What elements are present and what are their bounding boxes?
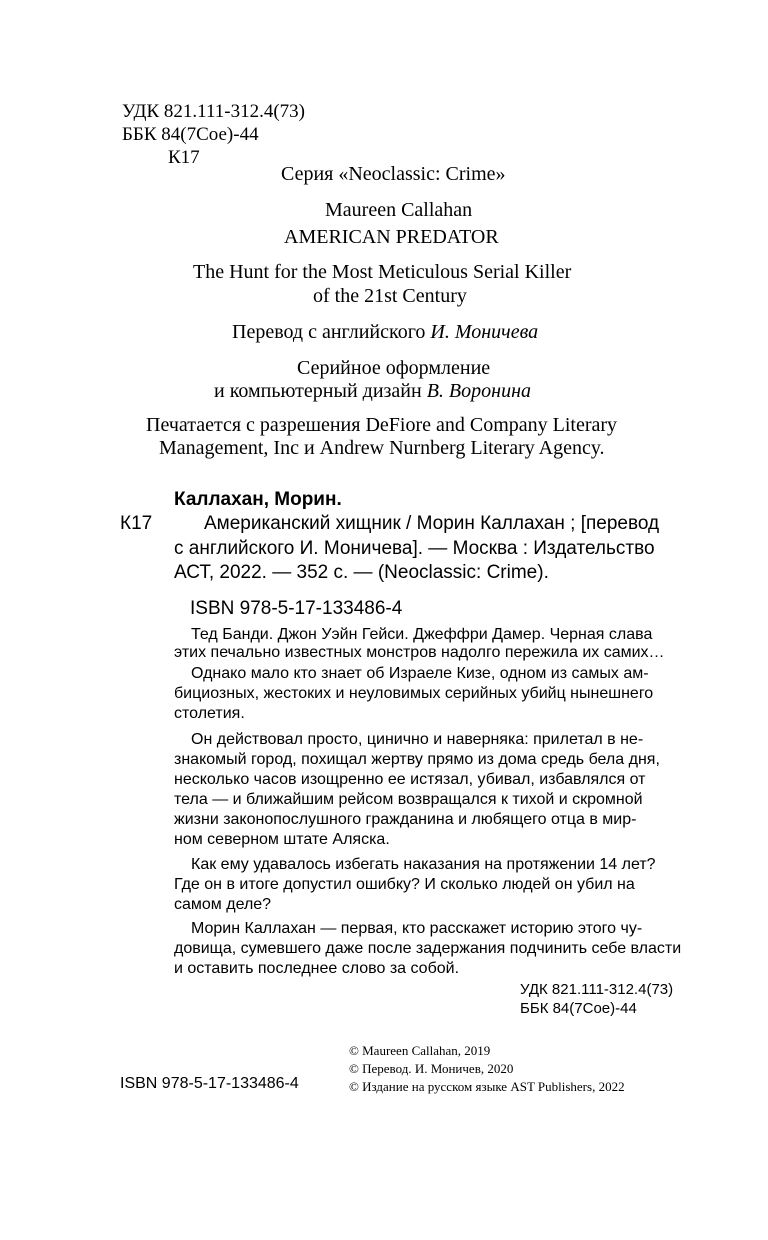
annotation-p3-line-1: Он действовал просто, цинично и наверняка: прилетал в не-	[191, 731, 644, 748]
catalog-mark: К17	[120, 513, 153, 534]
catalog-heading: Каллахан, Морин.	[174, 489, 342, 510]
udk-code: УДК 821.111-312.4(73)	[122, 101, 305, 122]
annotation-p5-line-3: и оставить последнее слово за собой.	[174, 960, 460, 977]
bbk-code: ББК 84(7Сое)-44	[122, 124, 259, 145]
annotation-p2-line-1: Однако мало кто знает об Израеле Кизе, одном из самых ам-	[191, 665, 649, 682]
design-credit-line-1: Серийное оформление	[297, 357, 491, 379]
annotation-p4-line-1: Как ему удавалось избегать наказания на протяжении 14 лет?	[191, 856, 656, 873]
bottom-udk-code: УДК 821.111-312.4(73)	[520, 981, 674, 998]
catalog-line-1: Американский хищник / Морин Каллахан ; [перевод	[204, 513, 660, 534]
annotation-p5-line-1: Морин Каллахан — первая, кто расскажет историю этого чу-	[191, 920, 643, 937]
annotation-p4-line-3: самом деле?	[174, 896, 272, 913]
annotation-p2-line-3: столетия.	[174, 705, 245, 722]
series-line: Серия «Neoclassic: Crime»	[281, 163, 506, 185]
annotation-p3-line-2: знакомый город, похищал жертву прямо из дома средь бела дня,	[174, 751, 660, 768]
subtitle-line-2: of the 21st Century	[313, 285, 467, 307]
permission-line-1: Печатается с разрешения DeFiore and Company Literary	[146, 414, 618, 436]
author-mark: К17	[168, 147, 200, 168]
design-credit-line-2	[214, 380, 531, 403]
copyright-isbn: ISBN 978-5-17-133486-4	[120, 1075, 299, 1092]
translator-name: И. Моничева	[430, 321, 539, 343]
author-en: Maureen Callahan	[325, 199, 473, 221]
book-title: AMERICAN PREDATOR	[284, 226, 499, 248]
translation-prefix: Перевод с английского	[232, 321, 431, 343]
annotation-p4-line-2: Где он в итоге допустил ошибку? И сколько людей он убил на	[174, 876, 635, 893]
translation-credit	[232, 321, 538, 344]
designer-name: В. Воронина	[426, 380, 531, 402]
bottom-bbk-code: ББК 84(7Сое)-44	[520, 1000, 637, 1017]
annotation-p1-line-2: этих печально известных монстров надолго пережила их самих…	[174, 644, 665, 661]
annotation-p3-line-4: тела — и ближайшим рейсом возвращался к тихой и скромной	[174, 791, 643, 808]
copyright-edition: © Издание на русском языке AST Publishers, 2022	[349, 1079, 625, 1094]
subtitle-line-1: The Hunt for the Most Meticulous Serial Killer	[193, 261, 572, 283]
copyright-author: © Maureen Callahan, 2019	[349, 1043, 491, 1058]
design-prefix: и компьютерный дизайн	[214, 380, 427, 402]
annotation-p3-line-6: ном северном штате Аляска.	[174, 831, 390, 848]
catalog-line-3: АСТ, 2022. — 352 с. — (Neoclassic: Crime).	[174, 562, 549, 583]
permission-line-2: Management, Inc и Andrew Nurnberg Literary Agency.	[159, 437, 605, 459]
annotation-p3-line-5: жизни законопослушного гражданина и любящего отца в мир-	[174, 811, 637, 828]
annotation-p2-line-2: бициозных, жестоких и неуловимых серийных убийц нынешнего	[174, 685, 654, 702]
annotation-p3-line-3: несколько часов изощренно ее истязал, убивал, избавлялся от	[174, 771, 646, 788]
catalog-isbn: ISBN 978-5-17-133486-4	[190, 598, 403, 619]
annotation-p1-line-1: Тед Банди. Джон Уэйн Гейси. Джеффри Дамер. Черная слава	[191, 626, 653, 643]
copyright-translation: © Перевод. И. Моничев, 2020	[349, 1061, 514, 1076]
annotation-p5-line-2: довища, сумевшего даже после задержания подчинить себе власти	[174, 940, 682, 957]
catalog-line-2: с английского И. Моничева]. — Москва : Издательство	[174, 538, 655, 559]
